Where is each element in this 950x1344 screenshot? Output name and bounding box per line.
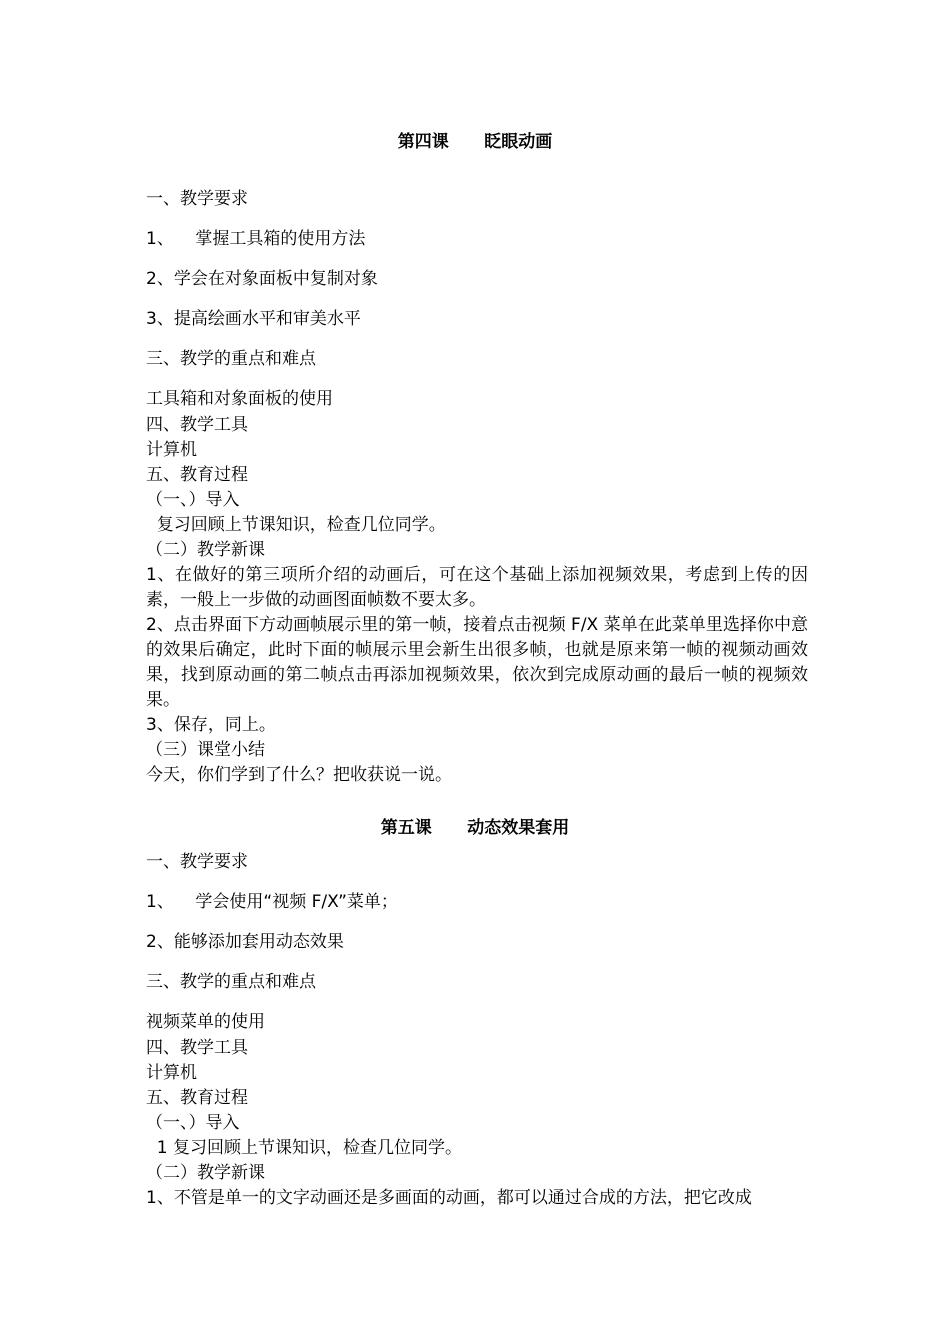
lesson4-req-3: 3、提高绘画水平和审美水平 <box>146 309 361 329</box>
lesson4-req-heading: 一、教学要求 <box>146 189 248 209</box>
lesson4-title: 第四课 眨眼动画 <box>397 132 553 152</box>
lesson4-process-heading: 五、教育过程 <box>146 465 248 485</box>
lesson4-tools-heading: 四、教学工具 <box>146 415 248 435</box>
lesson4-key-text: 工具箱和对象面板的使用 <box>146 389 333 409</box>
lesson4-step-1: 1、在做好的第三项所介绍的动画后，可在这个基础上添加视频效果，考虑到上传的因素，一般上一步做的动画图面帧数不要太多。 <box>146 565 808 610</box>
lesson4-req-1: 1、 掌握工具箱的使用方法 <box>146 229 366 249</box>
lesson5-key-heading: 三、教学的重点和难点 <box>146 972 316 992</box>
lesson5-req-1: 1、 学会使用“视频 F/X”菜单； <box>146 892 398 912</box>
lesson4-summary-heading: （三）课堂小结 <box>146 740 265 760</box>
lesson4-step-2: 2、点击界面下方动画帧展示里的第一帧，接着点击视频 F/X 菜单在此菜单里选择你中意的效果后确定，此时下面的帧展示里会新生出很多帧，也就是原来第一帧的视频动画效果，找到原动画的第二帧点击再添加视频效果，依次到完成原动画的最后一帧的视频效果。 <box>146 615 808 710</box>
lesson5-req-2: 2、能够添加套用动态效果 <box>146 932 344 952</box>
lesson4-tools-text: 计算机 <box>146 440 197 460</box>
lesson5-req-heading: 一、教学要求 <box>146 852 248 872</box>
lesson5-step-1: 1、不管是单一的文字动画还是多画面的动画，都可以通过合成的方法，把它改成 <box>146 1188 752 1208</box>
lesson5-new-heading: （二）教学新课 <box>146 1163 265 1183</box>
lesson5-tools-text: 计算机 <box>146 1063 197 1083</box>
lesson4-key-heading: 三、教学的重点和难点 <box>146 349 316 369</box>
lesson5-tools-heading: 四、教学工具 <box>146 1038 248 1058</box>
lesson5-intro-text: 1 复习回顾上节课知识，检查几位同学。 <box>146 1138 463 1158</box>
lesson4-step-3: 3、保存，同上。 <box>146 715 276 735</box>
lesson4-intro-text: 复习回顾上节课知识，检查几位同学。 <box>146 515 446 535</box>
lesson5-process-heading: 五、教育过程 <box>146 1088 248 1108</box>
lesson4-req-2: 2、学会在对象面板中复制对象 <box>146 269 378 289</box>
lesson4-intro-heading: （一、）导入 <box>146 490 240 510</box>
lesson5-intro-heading: （一、）导入 <box>146 1113 240 1133</box>
lesson4-summary-text: 今天，你们学到了什么？把收获说一说。 <box>146 765 452 785</box>
lesson4-new-heading: （二）教学新课 <box>146 540 265 560</box>
lesson5-title: 第五课 动态效果套用 <box>380 818 570 838</box>
lesson5-key-text: 视频菜单的使用 <box>146 1012 265 1032</box>
